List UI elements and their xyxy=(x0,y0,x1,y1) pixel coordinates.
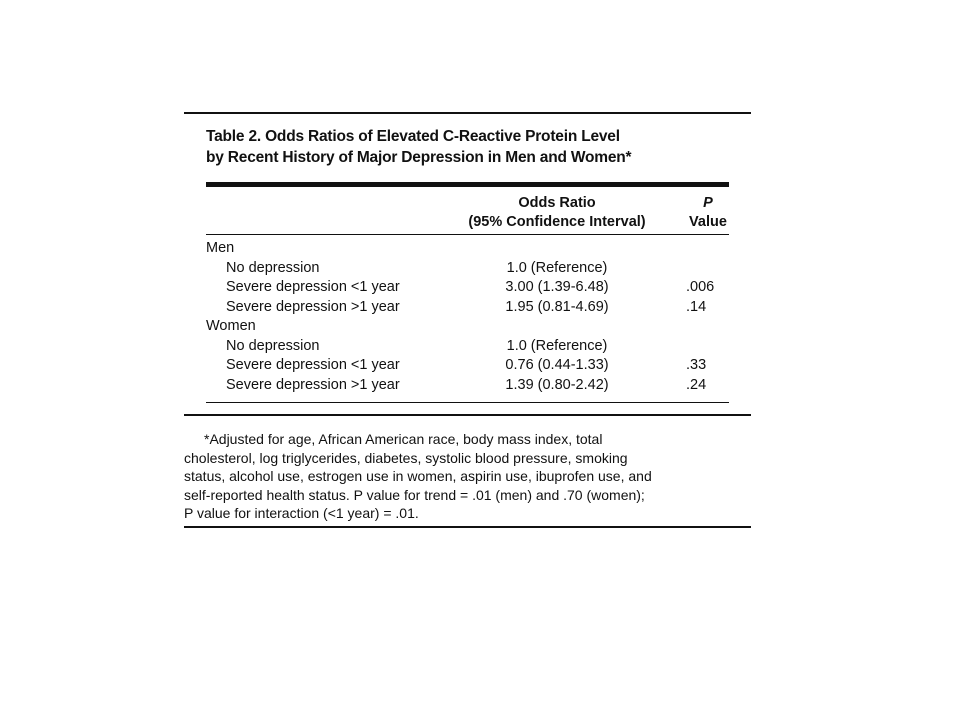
header-odds-ratio xyxy=(452,194,662,232)
footnote-line-1: *Adjusted for age, African American race, body mass index, total xyxy=(204,431,603,447)
table-row xyxy=(206,259,736,279)
row-odds-ratio: 3.00 (1.39-6.48) xyxy=(505,279,609,295)
header-p-line-2: Value xyxy=(689,214,727,230)
header-odds-line-2: (95% Confidence Interval) xyxy=(468,214,646,230)
header-odds-line-1: Odds Ratio xyxy=(518,195,596,211)
row-label: Severe depression <1 year xyxy=(226,279,400,295)
top-rule xyxy=(184,112,751,114)
footnote-line-4: self-reported health status. P value for trend = .01 (men) and .70 (women); xyxy=(184,486,645,503)
footnote-line-2: cholesterol, log triglycerides, diabetes, systolic blood pressure, smoking xyxy=(184,449,628,466)
table-title xyxy=(206,126,746,168)
row-odds-ratio: 1.0 (Reference) xyxy=(506,337,608,354)
footnote-top-rule xyxy=(184,414,751,416)
table-figure xyxy=(184,112,751,528)
header-rule xyxy=(206,234,729,235)
row-label: Severe depression >1 year xyxy=(226,376,400,393)
row-label: Severe depression <1 year xyxy=(226,357,400,373)
footnote-line-3: status, alcohol use, estrogen use in women, aspirin use, ibuprofen use, and xyxy=(184,468,652,484)
footnote-line-5: P value for interaction (<1 year) = .01. xyxy=(184,505,419,521)
table-title-line-2: by Recent History of Major Depression in Men and Women* xyxy=(206,149,632,166)
row-p-value: .006 xyxy=(686,279,715,295)
table-row xyxy=(206,337,736,357)
body-end-rule xyxy=(206,402,729,403)
row-p-value: .14 xyxy=(686,298,707,315)
title-rule xyxy=(206,182,729,187)
group-label-men: Men xyxy=(206,240,235,256)
table-title-line-1: Table 2. Odds Ratios of Elevated C-Reactive Protein Level xyxy=(206,128,620,145)
row-p-value: .33 xyxy=(686,357,707,373)
row-label: No depression xyxy=(226,259,320,276)
table-row xyxy=(206,298,736,318)
header-p-value xyxy=(682,194,734,232)
table-row xyxy=(206,356,736,376)
group-label-women: Women xyxy=(206,318,256,334)
row-p-value: .24 xyxy=(686,376,707,393)
row-label: Severe depression >1 year xyxy=(226,298,400,315)
header-p-line-1: P xyxy=(703,195,713,211)
bottom-rule xyxy=(184,526,751,528)
row-odds-ratio: 1.95 (0.81-4.69) xyxy=(505,298,609,315)
table-footnote xyxy=(184,430,751,523)
row-odds-ratio: 0.76 (0.44-1.33) xyxy=(505,357,609,373)
table-body xyxy=(206,239,736,395)
row-label: No depression xyxy=(226,337,320,354)
row-odds-ratio: 1.0 (Reference) xyxy=(506,259,608,276)
row-odds-ratio: 1.39 (0.80-2.42) xyxy=(505,376,609,393)
table-row xyxy=(206,278,736,298)
table-row xyxy=(206,376,736,396)
